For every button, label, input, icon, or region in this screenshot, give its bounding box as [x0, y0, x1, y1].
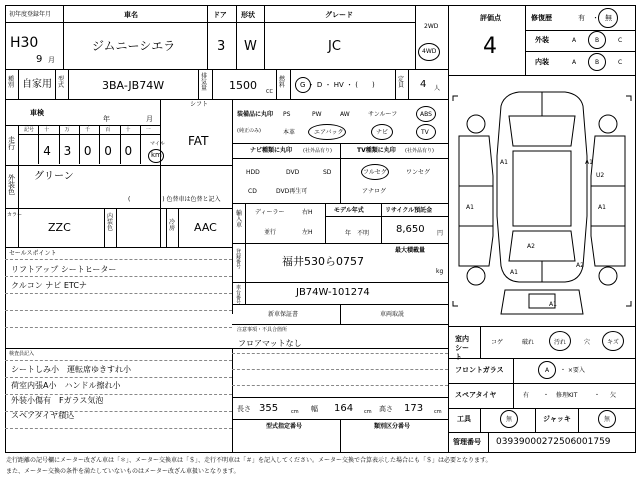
mileage-cell-divider [140, 126, 141, 164]
sales-point-line-1: リフトアップ シートヒーター [11, 265, 117, 274]
import-parallel: 並行 [264, 229, 277, 236]
height-value: 173 [404, 403, 424, 414]
displacement-label: 排気量 [201, 73, 208, 92]
width-label: 幅 [311, 405, 318, 413]
map-label-6: A2 [527, 243, 535, 250]
inspector-note-1: シートしみ小 運転席ゆきすれ小 [11, 365, 131, 374]
import-dealer: ディーラー [255, 209, 285, 216]
car-name: ジムニーシエラ [92, 39, 176, 53]
interior-score-c: C [618, 59, 623, 66]
exterior-color: グリーン [34, 171, 74, 182]
shape: W [244, 39, 257, 54]
mileage-km-unit: km [151, 151, 162, 159]
registration-label: 登録番号 [236, 249, 242, 270]
car-name-label: 車名 [124, 11, 138, 19]
reg-label: 種別 [8, 76, 15, 89]
spare-kit: 修理KIT [556, 392, 578, 399]
map-label-5: A1 [598, 204, 606, 211]
sales-point-line-2: クルコン ナビ ETCナ [11, 281, 87, 290]
front-glass-label: フロントガラス [455, 366, 504, 374]
exterior-score-c: C [618, 37, 623, 44]
car-damage-map [449, 76, 635, 326]
width-cm: cm [364, 409, 372, 415]
model-year-value: 年 不明 [345, 230, 370, 237]
seat-hole: 穴 [584, 339, 591, 346]
sales-point-label: セールスポイント [9, 250, 57, 257]
type-spec-label: 型式指定番号 [266, 423, 303, 430]
exterior-score-b: B [595, 37, 600, 44]
mileage-cell-divider [99, 126, 100, 164]
notes-label: 注意事項・不具合箇所 [237, 327, 288, 333]
grade: JC [328, 39, 341, 54]
inspection-year-unit: 年 [103, 115, 110, 123]
interior-score-label: 内装 [535, 58, 549, 66]
interior-score-a: A [572, 59, 577, 66]
front-glass-value: A [545, 367, 550, 374]
tv-oneseg: ワンセグ [406, 169, 431, 176]
footer-line-1: 走行距離の記号欄にメーター改ざん車は「＊」、メーター交換車は「＄」、走行不明車は「＃」を記入してください。メーター交換で合算表示した場合にも「＄」は必要となります。 [6, 457, 492, 464]
spare-sep-1: ・ [543, 392, 550, 399]
spare-yes: 有 [523, 392, 530, 399]
mileage-digit: 0 [83, 144, 92, 158]
displacement: 1500 [229, 79, 257, 92]
mgmt-label: 管理番号 [453, 438, 481, 446]
inspector-note-3: 外装小傷有 Fガラス気泡 [11, 396, 104, 405]
vehicle-manual: 車両取説 [380, 311, 405, 318]
mileage-digit: 0 [104, 144, 112, 158]
mgmt-value: 03939000272506001759 [496, 437, 611, 447]
import-right: 右H [302, 209, 313, 216]
tools-value: 無 [506, 416, 513, 423]
seat-label: 室内シート [455, 335, 469, 362]
capacity-unit: 人 [434, 85, 441, 92]
model-year-label: モデル年式 [334, 207, 364, 214]
doors: 3 [217, 39, 226, 54]
mileage-cell-divider [79, 126, 80, 164]
equip-aw: AW [340, 111, 350, 118]
notes-value: フロアマットなし [238, 339, 302, 348]
nav-type-label: ナビ種類に丸印 [250, 147, 293, 154]
first-reg-year: H30 [10, 35, 39, 51]
import-left: 左H [302, 229, 313, 236]
inspector-notes-label: 検査員記入 [9, 351, 35, 357]
repair-none: 無 [605, 14, 612, 22]
ac-label: 冷房 [169, 219, 176, 232]
inspector-note-2: 荷室内張A小 ハンドル擦れ小 [11, 381, 121, 390]
mileage-digit: 4 [43, 144, 51, 158]
inspection-month-unit: 月 [146, 115, 153, 123]
interior-color-label: 内装色 [107, 213, 114, 232]
recycle-yen: 円 [437, 230, 444, 237]
height-label: 高さ [379, 405, 393, 413]
mileage-cell-divider [120, 126, 121, 164]
equip-airbag: エアバック [314, 129, 344, 136]
length-value: 355 [259, 403, 279, 414]
equip-ps: PS [283, 111, 291, 118]
map-label-8: A1 [510, 269, 518, 276]
tools-label: 工具 [457, 415, 471, 423]
map-label-7: A2 [576, 262, 584, 269]
cc-unit: CC [266, 89, 273, 95]
color-code-label: カラー [7, 212, 23, 218]
use-type: 自家用 [22, 79, 52, 90]
mileage-unit-label: 十 [125, 127, 131, 133]
import-label: 輸入車 [236, 210, 243, 229]
spare-sep-2: ・ [594, 392, 601, 399]
model: 3BA-JB74W [102, 79, 165, 92]
width-value: 164 [334, 403, 354, 414]
fuel-options: G ・ D ・ HV ・ ( ) [300, 81, 375, 89]
ac-value: AAC [194, 221, 217, 234]
mileage-digit: 3 [63, 144, 72, 158]
length-label: 長さ [237, 405, 251, 413]
mileage-unit-label: 百 [105, 127, 111, 133]
spare-none: 欠 [610, 392, 617, 399]
nav-dvd-play: DVD再生可 [276, 188, 308, 195]
mileage-unit-label: 万 [64, 127, 70, 133]
grade-label: グレード [325, 11, 353, 19]
equipment-label: 装備品に丸印 [237, 111, 274, 118]
shift-value: FAT [188, 134, 209, 148]
map-label-3: U2 [596, 172, 605, 179]
inspection-label: 車検 [30, 109, 44, 117]
shift-label: シフト [190, 101, 209, 108]
nav-cd: CD [248, 188, 257, 195]
equip-navi: ナビ [376, 129, 389, 136]
mileage-unit-label: 千 [84, 127, 90, 133]
repair-label: 修復歴 [531, 14, 552, 22]
score-value: 4 [483, 34, 497, 59]
color-code-value: ZZC [48, 221, 71, 234]
tv-type-label: TV種類に丸印 [357, 147, 396, 154]
nav-dvd: DVD [286, 169, 300, 176]
category-label: 類別区分番号 [374, 423, 411, 430]
first-reg-month-unit: 月 [48, 56, 55, 64]
length-cm: cm [291, 409, 299, 415]
nav-hdd: HDD [246, 169, 260, 176]
model-label: 型式 [58, 76, 65, 89]
chassis-label: 車台番号 [236, 285, 242, 306]
tv-fullseg: フルセグ [363, 169, 387, 176]
first-reg-label: 初年度登録年月 [9, 11, 52, 18]
jack-label: ジャッキ [543, 415, 571, 423]
seat-dirt: 汚れ [554, 339, 567, 346]
nav-type-sub: (社外品有り) [303, 148, 332, 154]
mileage-unit-label: 記号 [24, 127, 35, 133]
repair-options: 有 ・ [578, 14, 599, 22]
equip-tv: TV [421, 129, 429, 136]
mileage-cell-divider [38, 126, 39, 164]
map-label-4: A1 [466, 204, 474, 211]
mileage-label: 走行 [8, 136, 15, 151]
front-glass-note: ・ ×要入 [560, 367, 585, 374]
max-load-kg: kg [436, 268, 444, 275]
map-label-2: A1 [585, 159, 593, 166]
exterior-score-label: 外装 [535, 36, 549, 44]
recycle-value: 8,650 [396, 224, 425, 235]
footer-line-2: また、メーター交換の条件を満たしていないものはメーター改ざん車扱いとなります。 [6, 468, 240, 475]
map-label-9: A1 [549, 301, 557, 308]
height-cm: cm [434, 409, 442, 415]
mileage-unit-label: 一 [145, 127, 151, 133]
interior-score-b: B [595, 59, 600, 66]
capacity-label: 定員 [398, 76, 405, 89]
spare-label: スペアタイヤ [455, 391, 497, 399]
exterior-score-a: A [572, 37, 577, 44]
first-reg-month: 9 [36, 54, 43, 65]
max-load-label: 最大積載量 [395, 247, 426, 254]
drive-4wd: 4WD [422, 48, 437, 55]
drive-2wd: 2WD [424, 23, 439, 30]
recycle-label: リサイクル預託金 [385, 207, 433, 214]
mileage-cell-divider [59, 126, 60, 164]
mileage-unit-label: 十 [44, 127, 50, 133]
equip-sunroof: サンルーフ [368, 111, 398, 118]
new-car-warranty: 新車保証書 [268, 311, 299, 318]
jack-value: 無 [604, 416, 611, 423]
exterior-label: 外装色 [8, 174, 15, 196]
shape-label: 形状 [241, 11, 255, 19]
equip-leather: 本革 [283, 129, 296, 136]
seat-tear: 破れ [522, 339, 535, 346]
map-label-1: A1 [500, 159, 508, 166]
chassis-value: JB74W-101274 [296, 287, 370, 298]
score-label: 評価点 [480, 14, 501, 22]
nav-sd: SD [323, 169, 332, 176]
tv-type-sub: (社外品有り) [405, 148, 434, 154]
equip-pw: PW [312, 111, 322, 118]
seat-burn: コゲ [491, 339, 504, 346]
mileage-digit: 0 [124, 144, 133, 158]
tv-analog: アナログ [362, 188, 387, 195]
fuel-label: 燃料 [279, 76, 286, 89]
seat-scratch: キズ [607, 339, 619, 346]
inspector-note-4: スペアタイヤ積込 [11, 411, 75, 420]
exterior-note: ( ) 色替車は色替と記入 [128, 196, 221, 203]
registration-value: 福井530ら0757 [282, 255, 364, 268]
equip-abs: ABS [420, 111, 432, 118]
doors-label: ドア [213, 11, 227, 19]
equipment-sub-label: (純正のみ) [237, 128, 261, 134]
capacity: 4 [420, 79, 427, 90]
mileage-mile-unit: マイル [150, 141, 165, 147]
